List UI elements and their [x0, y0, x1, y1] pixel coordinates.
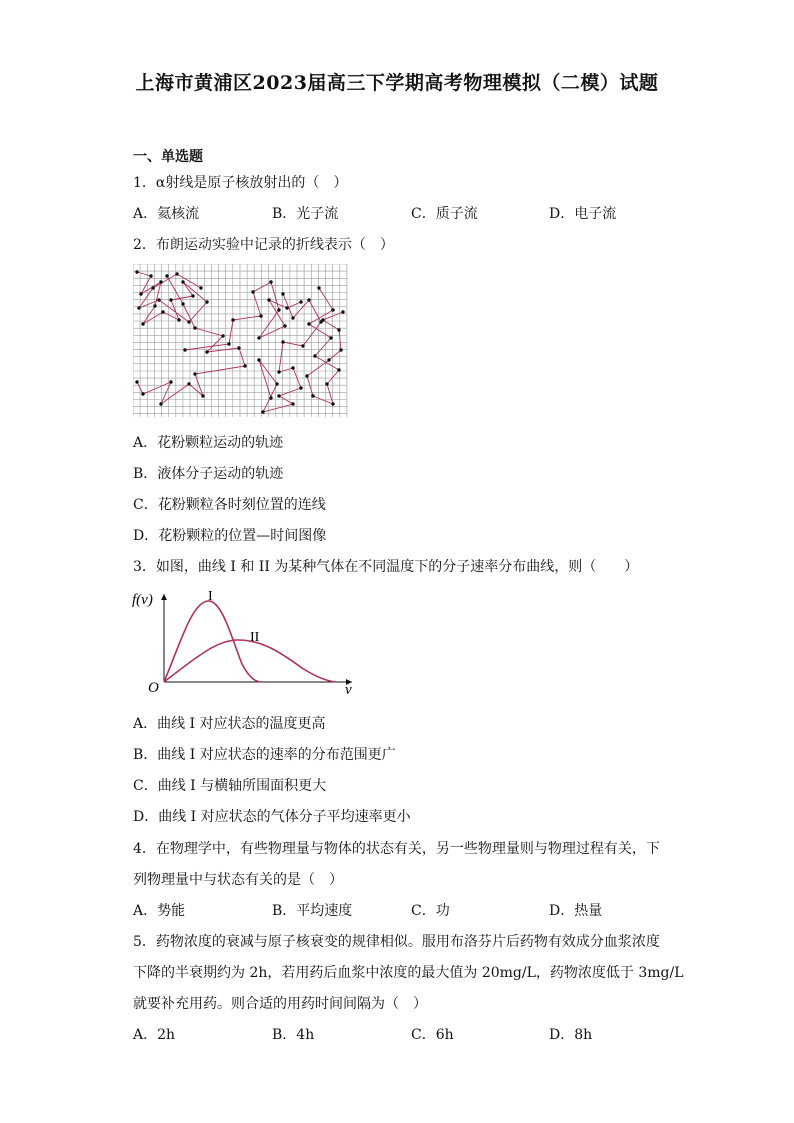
position-dot	[261, 410, 264, 413]
position-dot	[267, 298, 270, 301]
position-dot	[301, 344, 304, 347]
position-dot	[269, 280, 272, 283]
position-dot	[281, 292, 284, 295]
position-dot	[281, 340, 284, 343]
question-5-options	[133, 1024, 693, 1044]
position-dot	[137, 306, 140, 309]
position-dot	[157, 298, 160, 301]
position-dot	[161, 310, 164, 313]
position-dot	[169, 298, 172, 301]
question-4-stem-line2: 列物理量中与状态有关的是（ ）	[133, 872, 343, 888]
position-dot	[243, 364, 246, 367]
position-dot	[237, 346, 240, 349]
position-dot	[277, 308, 280, 311]
position-dot	[181, 302, 184, 305]
question-5-stem-line1: 5．药物浓度的衰减与原子核衰变的规律相似。服用布洛芬片后药物有效成分血浆浓度	[133, 934, 660, 950]
position-dot	[259, 314, 262, 317]
document-title: 上海市黄浦区2023届高三下学期高考物理模拟（二模）试题	[135, 72, 659, 94]
position-dot	[227, 342, 230, 345]
position-dot	[193, 372, 196, 375]
position-dot	[177, 318, 180, 321]
position-dot	[341, 310, 344, 313]
position-dot	[319, 320, 322, 323]
speed-distribution-graph	[130, 584, 360, 696]
q2-option-c: C．花粉颗粒各时刻位置的连线	[133, 497, 326, 513]
position-dot	[193, 326, 196, 329]
curve-i-label: I	[208, 589, 213, 604]
position-dot	[199, 286, 202, 289]
y-axis-label: f(v)	[132, 592, 153, 608]
position-dot	[277, 394, 280, 397]
position-dot	[135, 270, 138, 273]
q4-option-c: C．功	[411, 903, 450, 919]
q3-option-b: B．曲线 I 对应状态的速率的分布范围更广	[133, 747, 396, 763]
position-dot	[313, 354, 316, 357]
q1-option-b: B．光子流	[272, 206, 339, 222]
position-dot	[331, 402, 334, 405]
position-dot	[135, 380, 138, 383]
q1-option-c: C．质子流	[411, 206, 478, 222]
position-dot	[337, 328, 340, 331]
q2-option-b: B．液体分子运动的轨迹	[133, 466, 284, 482]
position-dot	[187, 382, 190, 385]
position-dot	[325, 382, 328, 385]
q4-option-a: A．势能	[133, 903, 186, 919]
q5-option-c: C．6h	[411, 1027, 454, 1043]
question-1-stem: 1．α射线是原子核放射出的（ ）	[133, 175, 348, 191]
position-dot	[187, 320, 190, 323]
question-4-stem-line1: 4．在物理学中，有些物理量与物体的状态有关，另一些物理量则与物理过程有关，下	[133, 841, 660, 857]
question-5-stem-line2: 下降的半衰期约为 2h，若用药后血浆中浓度的最大值为 20mg/L，药物浓度低于 3mg/L	[133, 965, 684, 981]
position-dot	[231, 318, 234, 321]
position-dot	[277, 370, 280, 373]
position-dot	[175, 272, 178, 275]
question-2-stem: 2．布朗运动实验中记录的折线表示（ ）	[133, 237, 394, 253]
position-dot	[251, 290, 254, 293]
position-dot	[291, 316, 294, 319]
position-dot	[165, 274, 168, 277]
q2-option-a: A．花粉颗粒运动的轨迹	[133, 435, 284, 451]
position-dot	[339, 348, 342, 351]
q3-option-d: D．曲线 I 对应状态的气体分子平均速率更小	[133, 809, 411, 825]
position-dot	[151, 286, 154, 289]
particle-trace	[137, 276, 245, 404]
x-axis-label: v	[345, 682, 352, 696]
q4-option-b: B．平均速度	[272, 903, 353, 919]
position-dot	[269, 396, 272, 399]
position-dot	[181, 280, 184, 283]
curve-ii-label: II	[250, 630, 260, 645]
position-dot	[257, 336, 260, 339]
q1-option-d: D．电子流	[549, 206, 617, 222]
position-dot	[169, 380, 172, 383]
position-dot	[191, 294, 194, 297]
position-dot	[221, 334, 224, 337]
position-dot	[317, 286, 320, 289]
position-dot	[201, 394, 204, 397]
q3-option-c: C．曲线 I 与横轴所围面积更大	[133, 778, 327, 794]
position-dot	[141, 392, 144, 395]
position-dot	[285, 306, 288, 309]
position-dot	[291, 366, 294, 369]
position-dot	[149, 274, 152, 277]
q5-option-a: A．2h	[133, 1027, 176, 1043]
q2-option-d: D．花粉颗粒的位置—时间图像	[133, 528, 327, 544]
position-dot	[291, 402, 294, 405]
position-dot	[183, 348, 186, 351]
question-5-stem-line3: 就要补充用药。则合适的用药时间间隔为（ ）	[133, 996, 427, 1012]
q5-option-b: B．4h	[272, 1027, 315, 1043]
position-dot	[205, 300, 208, 303]
position-dot	[337, 368, 340, 371]
position-dot	[299, 386, 302, 389]
position-dot	[257, 358, 260, 361]
q4-option-d: D．热量	[549, 903, 603, 919]
position-dot	[299, 300, 302, 303]
position-dot	[141, 322, 144, 325]
brownian-motion-figure	[133, 264, 348, 418]
position-dot	[205, 350, 208, 353]
position-dot	[305, 374, 308, 377]
position-dot	[283, 324, 286, 327]
position-dot	[153, 304, 156, 307]
position-dot	[139, 292, 142, 295]
question-4-options	[133, 900, 693, 920]
position-dot	[327, 358, 330, 361]
position-dot	[311, 394, 314, 397]
position-dot	[329, 336, 332, 339]
position-dot	[159, 280, 162, 283]
position-dot	[331, 308, 334, 311]
question-1-options	[133, 203, 693, 223]
origin-label: O	[148, 680, 159, 696]
section-heading: 一、单选题	[133, 149, 203, 165]
q1-option-a: A．氦核流	[133, 206, 200, 222]
question-3-stem: 3．如图，曲线 I 和 II 为某种气体在不同温度下的分子速率分布曲线，则（ ）	[133, 559, 639, 575]
position-dot	[307, 298, 310, 301]
q5-option-d: D．8h	[549, 1027, 593, 1043]
q3-option-a: A．曲线 I 对应状态的温度更高	[133, 716, 326, 732]
position-dot	[275, 382, 278, 385]
position-dot	[159, 402, 162, 405]
position-dot	[307, 322, 310, 325]
